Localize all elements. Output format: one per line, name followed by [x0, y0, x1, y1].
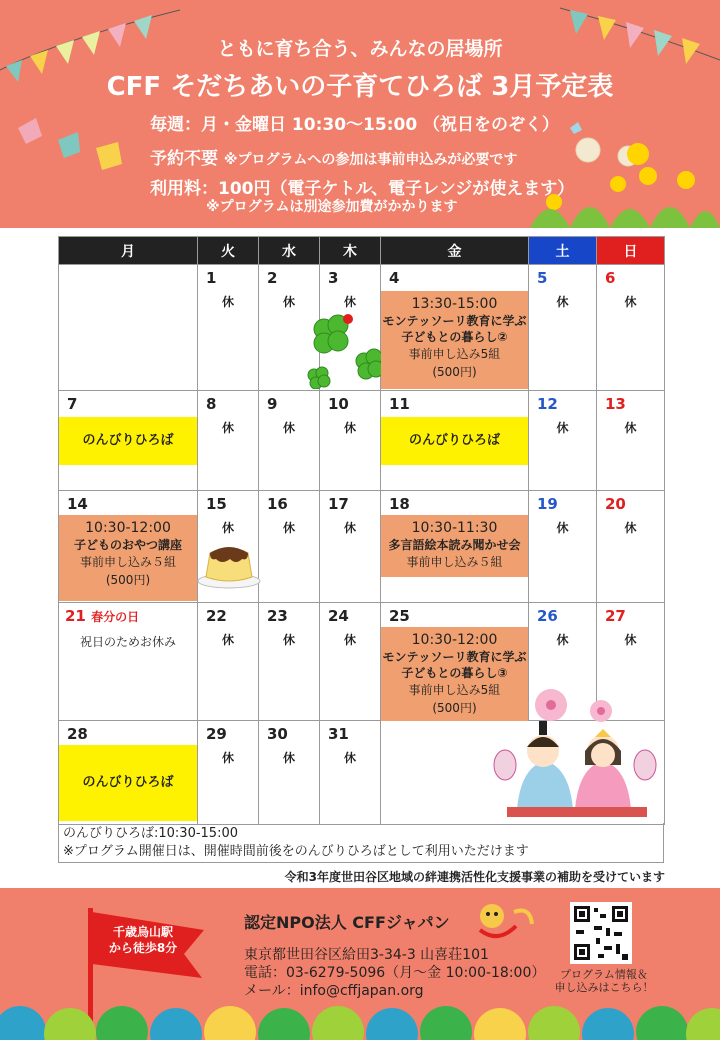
weekday-tue: 火 [198, 237, 259, 265]
nonbiri-block: のんびりひろば [59, 745, 197, 821]
reservation-info [150, 144, 517, 169]
holiday-note: 祝日のためお休み [79, 635, 176, 649]
clover-icon [304, 311, 390, 389]
header-banner [0, 0, 720, 228]
email[interactable]: メール：info@cffjapan.org [244, 983, 424, 999]
closed-label: 休 [282, 521, 295, 535]
day-number: 26 [537, 607, 558, 625]
closed-label: 休 [556, 633, 569, 647]
day-cell-10 [320, 391, 381, 491]
day-number: 3 [328, 269, 339, 287]
day-number: 11 [389, 395, 410, 413]
event-apply: 事前申し込み5組 [408, 683, 501, 697]
day-number: 14 [67, 495, 88, 513]
day-cell-4 [381, 265, 529, 391]
day-cell-30 [259, 721, 320, 825]
day-cell-31 [320, 721, 381, 825]
closed-label: 休 [221, 751, 234, 765]
event-name: モンテッソーリ教育に学ぶ子どもとの暮らし② [382, 314, 527, 344]
weekday-header-row [59, 237, 665, 265]
weekday-thu: 木 [320, 237, 381, 265]
day-cell-28 [59, 721, 198, 825]
closed-label: 休 [343, 295, 356, 309]
day-number: 31 [328, 725, 349, 743]
closed-label: 休 [282, 751, 295, 765]
day-number: 20 [605, 495, 626, 513]
subsidy-note: 令和3年度世田谷区地域の絆連携活性化支援事業の補助を受けています [284, 870, 665, 884]
day-number: 10 [328, 395, 349, 413]
station-name: 千歳烏山駅 [112, 925, 173, 939]
address: 東京都世田谷区給田3-34-3 山喜荘101 [244, 947, 489, 963]
day-number: 2 [267, 269, 278, 287]
day-cell-18 [381, 491, 529, 603]
closed-label: 休 [221, 421, 234, 435]
day-cell-19 [529, 491, 597, 603]
day-cell-20 [597, 491, 665, 603]
closed-label: 休 [343, 421, 356, 435]
day-number: 16 [267, 495, 288, 513]
org-name: 認定NPO法人 CFFジャパン [244, 913, 450, 932]
week-row-1 [59, 265, 665, 391]
day-number: 27 [605, 607, 626, 625]
event-apply: 事前申し込み５組 [406, 555, 503, 569]
event-time: 10:30-11:30 [411, 520, 498, 536]
logo-icon [470, 900, 540, 944]
event-card [381, 291, 528, 389]
weekday-mon: 月 [59, 237, 198, 265]
event-price: (500円) [432, 365, 477, 379]
qr-label-line2: 申し込みはこちら！ [554, 981, 654, 994]
closed-label: 休 [343, 521, 356, 535]
day-number: 7 [67, 395, 78, 413]
day-cell-8 [198, 391, 259, 491]
day-cell-5 [529, 265, 597, 391]
week-row-3 [59, 491, 665, 603]
footer [0, 888, 720, 1040]
closed-label: 休 [624, 521, 637, 535]
leaves-icon [18, 118, 128, 188]
closed-label: 休 [221, 295, 234, 309]
day-cell-17 [320, 491, 381, 603]
nonbiri-block: のんびりひろば [59, 417, 197, 465]
day-cell-3 [320, 265, 381, 391]
day-cell-22 [198, 603, 259, 721]
holiday-name: 春分の日 [91, 610, 140, 624]
closed-label: 休 [624, 633, 637, 647]
day-number: 23 [267, 607, 288, 625]
day-number: 8 [206, 395, 217, 413]
day-number: 9 [267, 395, 278, 413]
no-reservation-note: ※プログラムへの参加は事前申込みが必要です [223, 152, 518, 168]
event-apply: 事前申し込み５組 [79, 555, 176, 569]
closed-label: 休 [624, 421, 637, 435]
day-number: 28 [67, 725, 88, 743]
day-cell-11 [381, 391, 529, 491]
calendar-table [58, 236, 665, 825]
day-number: 18 [389, 495, 410, 513]
day-cell-7 [59, 391, 198, 491]
day-cell-16 [259, 491, 320, 603]
day-number: 17 [328, 495, 349, 513]
weekday-sun: 日 [597, 237, 665, 265]
day-cell-12 [529, 391, 597, 491]
pudding-icon [196, 537, 262, 589]
day-number: 15 [206, 495, 227, 513]
closed-label: 休 [624, 295, 637, 309]
closed-label: 休 [556, 295, 569, 309]
nonbiri-block: のんびりひろば [381, 417, 528, 465]
day-cell-29 [198, 721, 259, 825]
walk-time: から徒歩8分 [108, 941, 178, 955]
day-cell-14 [59, 491, 198, 603]
no-reservation-label: 予約不要 [150, 149, 218, 169]
event-time: 13:30-15:00 [411, 296, 498, 312]
weekly-hours: 毎週：月・金曜日 10:30～15:00 （祝日をのぞく） [150, 115, 560, 135]
event-time: 10:30-12:00 [85, 520, 171, 536]
day-number: 22 [206, 607, 227, 625]
tagline: ともに育ち合う、みんなの居場所 [217, 38, 503, 60]
closed-label: 休 [282, 421, 295, 435]
notes-box [58, 823, 664, 863]
day-cell-1 [198, 265, 259, 391]
page-title: CFF そだちあいの子育てひろば 3月予定表 [106, 72, 614, 102]
event-card [381, 515, 528, 577]
closed-label: 休 [343, 633, 356, 647]
fee-note: ※プログラムは別途参加費がかかります [206, 199, 458, 215]
day-number: 21 [65, 607, 86, 625]
day-number: 4 [389, 269, 400, 287]
day-cell-23 [259, 603, 320, 721]
weekday-fri: 金 [381, 237, 529, 265]
week-row-2 [59, 391, 665, 491]
day-cell-empty [59, 265, 198, 391]
qr-label-line1: プログラム情報＆ [560, 968, 648, 981]
closed-label: 休 [556, 421, 569, 435]
event-apply: 事前申し込み5組 [408, 347, 501, 361]
day-cell-13 [597, 391, 665, 491]
holiday-header [65, 607, 139, 625]
access-flag [100, 924, 186, 956]
day-cell-6 [597, 265, 665, 391]
event-name: モンテッソーリ教育に学ぶ子どもとの暮らし③ [382, 650, 527, 680]
day-cell-15 [198, 491, 259, 603]
day-number: 25 [389, 607, 410, 625]
week-row-5 [59, 721, 665, 825]
event-name: 子どものおやつ講座 [73, 538, 182, 552]
event-time: 10:30-12:00 [411, 632, 498, 648]
event-price: (500円) [105, 573, 151, 587]
program-note: ※プログラム開催日は、開催時間前後をのんびりひろばとして利用いただけます [63, 844, 529, 859]
weekday-sat: 土 [529, 237, 597, 265]
trees-border-icon [0, 992, 720, 1040]
day-cell-24 [320, 603, 381, 721]
day-number: 13 [605, 395, 626, 413]
closed-label: 休 [282, 633, 295, 647]
closed-label: 休 [556, 521, 569, 535]
event-card [59, 515, 197, 601]
day-number: 6 [605, 269, 616, 287]
day-number: 5 [537, 269, 548, 287]
closed-label: 休 [221, 521, 234, 535]
day-cell-9 [259, 391, 320, 491]
closed-label: 休 [282, 295, 295, 309]
day-number: 19 [537, 495, 558, 513]
qr-label [548, 968, 660, 994]
hina-dolls-cell [381, 721, 665, 825]
day-number: 1 [206, 269, 217, 287]
nonbiri-hours-note: のんびりひろば:10:30-15:00 [63, 826, 238, 841]
event-name: 多言語絵本読み聞かせ会 [388, 538, 521, 552]
closed-label: 休 [343, 751, 356, 765]
day-number: 30 [267, 725, 288, 743]
day-number: 24 [328, 607, 349, 625]
hina-dolls-icon [487, 685, 663, 819]
weekday-wed: 水 [259, 237, 320, 265]
day-number: 12 [537, 395, 558, 413]
day-cell-21 [59, 603, 198, 721]
fee-info: 利用料：100円（電子ケトル、電子レンジが使えます） [150, 179, 575, 199]
day-number: 29 [206, 725, 227, 743]
phone: 電話：03-6279-5096（月～金 10:00-18:00） [244, 965, 546, 981]
qr-code-icon[interactable] [570, 902, 632, 964]
closed-label: 休 [221, 633, 234, 647]
event-price: (500円) [432, 701, 477, 715]
